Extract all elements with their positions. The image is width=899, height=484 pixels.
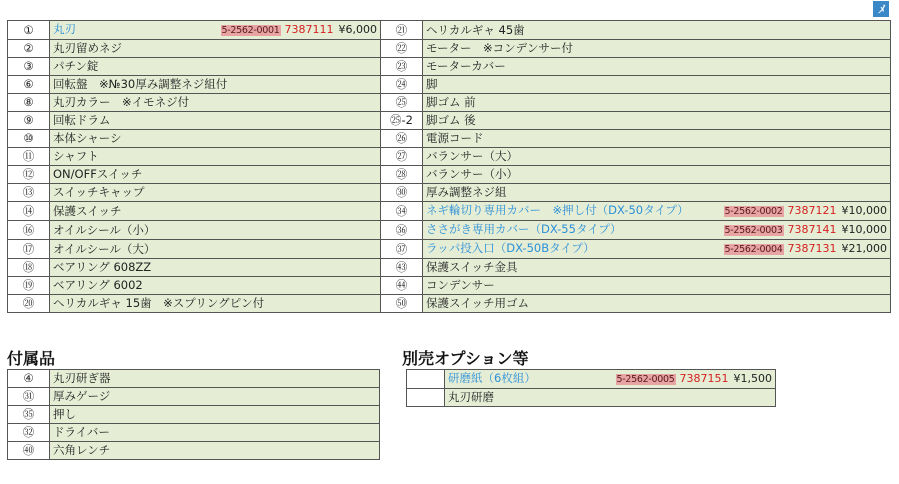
part-name-cell: [423, 277, 891, 295]
part-name: ベアリング 6002: [53, 278, 143, 292]
part-number: [407, 370, 445, 389]
part-number: ⑰: [8, 240, 50, 259]
part-name-cell: [50, 277, 381, 295]
part-number: ㉑: [381, 21, 423, 40]
part-number: ⑯: [8, 221, 50, 240]
price: ¥1,500: [733, 372, 772, 385]
table-row: [8, 388, 380, 406]
part-number: ④: [8, 370, 50, 388]
price: ¥21,000: [841, 242, 887, 255]
part-number: ㊵: [8, 442, 50, 460]
part-name: ヘリカルギャ 15歯 ※スプリングピン付: [53, 296, 265, 310]
price-info: [724, 202, 887, 220]
part-name: コンデンサー: [426, 278, 495, 292]
part-name: 回転盤 ※№30厚み調整ネジ組付: [53, 77, 228, 91]
part-name: 厚み調整ネジ組: [426, 185, 507, 199]
part-name-cell: [50, 424, 380, 442]
part-number: ⑱: [8, 259, 50, 277]
part-name: ラッパ投入口（DX-50Bタイプ）: [426, 241, 595, 255]
part-name-cell: [50, 221, 381, 240]
part-name: 六角レンチ: [53, 443, 111, 457]
table-row: [8, 148, 891, 166]
part-number: ㉒: [381, 40, 423, 58]
part-name: 脚: [426, 77, 438, 91]
part-number: ⑧: [8, 94, 50, 112]
part-name-cell: [423, 21, 891, 40]
part-name: シャフト: [53, 149, 99, 163]
part-name: モーター ※コンデンサー付: [426, 41, 573, 55]
part-name: 丸刃留めネジ: [53, 41, 122, 55]
jan-code: 7387141: [787, 223, 837, 236]
part-name-cell: [423, 184, 891, 202]
part-name: バランサー（小）: [426, 167, 518, 181]
product-code: 5-2562-0005: [616, 374, 675, 385]
part-name-cell: [423, 166, 891, 184]
part-number: ㉗: [381, 148, 423, 166]
part-number: ③: [8, 58, 50, 76]
corner-badge: ﾒ: [873, 1, 889, 17]
product-code: 5-2562-0001: [221, 25, 280, 36]
table-row: [8, 94, 891, 112]
jan-code: 7387151: [679, 372, 729, 385]
part-number: ⑩: [8, 130, 50, 148]
table-row: [8, 112, 891, 130]
part-name-cell: [50, 406, 380, 424]
part-name-cell: [50, 388, 380, 406]
part-name: 本体シャーシ: [53, 131, 122, 145]
part-name: 厚みゲージ: [53, 389, 111, 403]
part-name-cell: [423, 58, 891, 76]
table-row: [8, 76, 891, 94]
product-code: 5-2562-0004: [724, 244, 783, 255]
part-name: 電源コード: [426, 131, 484, 145]
part-name: 丸刃カラー ※イモネジ付: [53, 95, 190, 109]
table-row: [8, 184, 891, 202]
part-name-cell: [50, 166, 381, 184]
part-name-cell: [50, 112, 381, 130]
table-row: [8, 166, 891, 184]
price-info: [724, 221, 887, 239]
price: ¥10,000: [841, 204, 887, 217]
part-name: 丸刃研磨: [448, 390, 494, 404]
table-row: [8, 202, 891, 221]
table-row: [8, 406, 380, 424]
part-number: [407, 389, 445, 407]
part-name: 押し: [53, 407, 76, 421]
part-number: ⑲: [8, 277, 50, 295]
table-row: [407, 370, 776, 389]
part-name: 保護スイッチ: [53, 203, 122, 218]
part-name-cell: [50, 442, 380, 460]
price-info: [221, 21, 377, 39]
part-name-cell: [50, 76, 381, 94]
table-row: [8, 40, 891, 58]
part-name: オイルシール（小）: [53, 222, 156, 237]
part-name: バランサー（大）: [426, 149, 518, 163]
part-name: スイッチキャップ: [53, 185, 145, 199]
part-number: ㉚: [381, 184, 423, 202]
part-name: 丸刃: [53, 22, 76, 36]
jan-code: 7387111: [284, 23, 334, 36]
part-name: ネギ輪切り専用カバー ※押し付（DX-50タイプ）: [426, 203, 689, 217]
part-number: ㊱: [381, 221, 423, 240]
part-name: 丸刃研ぎ器: [53, 371, 111, 385]
part-name-cell: [423, 259, 891, 277]
part-name-cell: [423, 76, 891, 94]
part-number: ㊲: [381, 240, 423, 259]
part-number: ⑪: [8, 148, 50, 166]
part-name-cell: [50, 148, 381, 166]
table-row: [407, 389, 776, 407]
part-name: ささがき専用カバー（DX-55タイプ）: [426, 222, 622, 236]
part-number: ㊹: [381, 277, 423, 295]
table-row: [8, 21, 891, 40]
part-name: モーターカバー: [426, 59, 506, 73]
table-row: [8, 130, 891, 148]
part-name-cell: [423, 148, 891, 166]
table-row: [8, 370, 380, 388]
part-name: パチン錠: [53, 59, 99, 73]
part-name-cell: [50, 295, 381, 313]
part-name-cell: [50, 94, 381, 112]
part-name-cell: [423, 130, 891, 148]
part-name: ドライバー: [53, 425, 110, 439]
part-name: 研磨紙（6枚組）: [448, 371, 536, 385]
part-name-cell: [50, 58, 381, 76]
part-number: ⑬: [8, 184, 50, 202]
part-number: ⑭: [8, 202, 50, 221]
table-row: [8, 58, 891, 76]
part-name-cell: [423, 221, 891, 240]
table-row: [8, 442, 380, 460]
part-name: オイルシール（大）: [53, 241, 156, 256]
table-row: [8, 424, 380, 442]
part-name-cell: [423, 202, 891, 221]
part-name-cell: [50, 40, 381, 58]
options-heading: 別売オプション等: [402, 349, 529, 368]
part-name-cell: [423, 112, 891, 130]
part-name-cell: [50, 259, 381, 277]
part-name-cell: [50, 184, 381, 202]
part-name: ON/OFFスイッチ: [53, 167, 143, 181]
part-name: 脚ゴム 後: [426, 113, 476, 127]
part-name-cell: [50, 370, 380, 388]
part-name-cell: [423, 40, 891, 58]
part-name: ベアリング 608ZZ: [53, 260, 152, 274]
part-name: 保護スイッチ金具: [426, 260, 518, 274]
part-name-cell: [50, 21, 381, 40]
price: ¥6,000: [338, 23, 377, 36]
part-name-cell: [423, 240, 891, 259]
part-number: ⑳: [8, 295, 50, 313]
product-code: 5-2562-0003: [724, 225, 783, 236]
part-number: ①: [8, 21, 50, 40]
table-row: [8, 259, 891, 277]
table-row: [8, 221, 891, 240]
part-name-cell: [50, 202, 381, 221]
part-number: ㉕-2: [381, 112, 423, 130]
part-number: ⑨: [8, 112, 50, 130]
part-name: 脚ゴム 前: [426, 95, 476, 109]
parts-table: [7, 20, 891, 313]
part-number: ㊸: [381, 259, 423, 277]
part-number: ㉟: [8, 406, 50, 424]
part-number: ⑥: [8, 76, 50, 94]
jan-code: 7387131: [787, 242, 837, 255]
jan-code: 7387121: [787, 204, 837, 217]
part-name: ヘリカルギャ 45歯: [426, 22, 525, 37]
table-row: [8, 295, 891, 313]
part-name-cell: [423, 295, 891, 313]
part-name-cell: [445, 370, 776, 389]
part-number: ⑫: [8, 166, 50, 184]
price-info: [616, 370, 772, 388]
part-number: ㉖: [381, 130, 423, 148]
part-number: ㉛: [8, 388, 50, 406]
part-name: 回転ドラム: [53, 113, 111, 127]
accessories-heading: 付属品: [7, 349, 56, 368]
part-name-cell: [423, 94, 891, 112]
part-number: ㉘: [381, 166, 423, 184]
part-name-cell: [50, 130, 381, 148]
table-row: [8, 277, 891, 295]
part-name-cell: [50, 240, 381, 259]
part-number: ㉕: [381, 94, 423, 112]
table-row: [8, 240, 891, 259]
price-info: [724, 240, 887, 258]
product-code: 5-2562-0002: [724, 206, 783, 217]
part-number: ㉞: [381, 202, 423, 221]
price: ¥10,000: [841, 223, 887, 236]
options-table: [406, 369, 776, 407]
part-number: ㊿: [381, 295, 423, 313]
part-name: 保護スイッチ用ゴム: [426, 296, 530, 310]
part-number: ㉔: [381, 76, 423, 94]
part-name-cell: [445, 389, 776, 407]
part-number: ㉓: [381, 58, 423, 76]
part-number: ㉜: [8, 424, 50, 442]
part-number: ②: [8, 40, 50, 58]
accessories-table: [7, 369, 380, 460]
